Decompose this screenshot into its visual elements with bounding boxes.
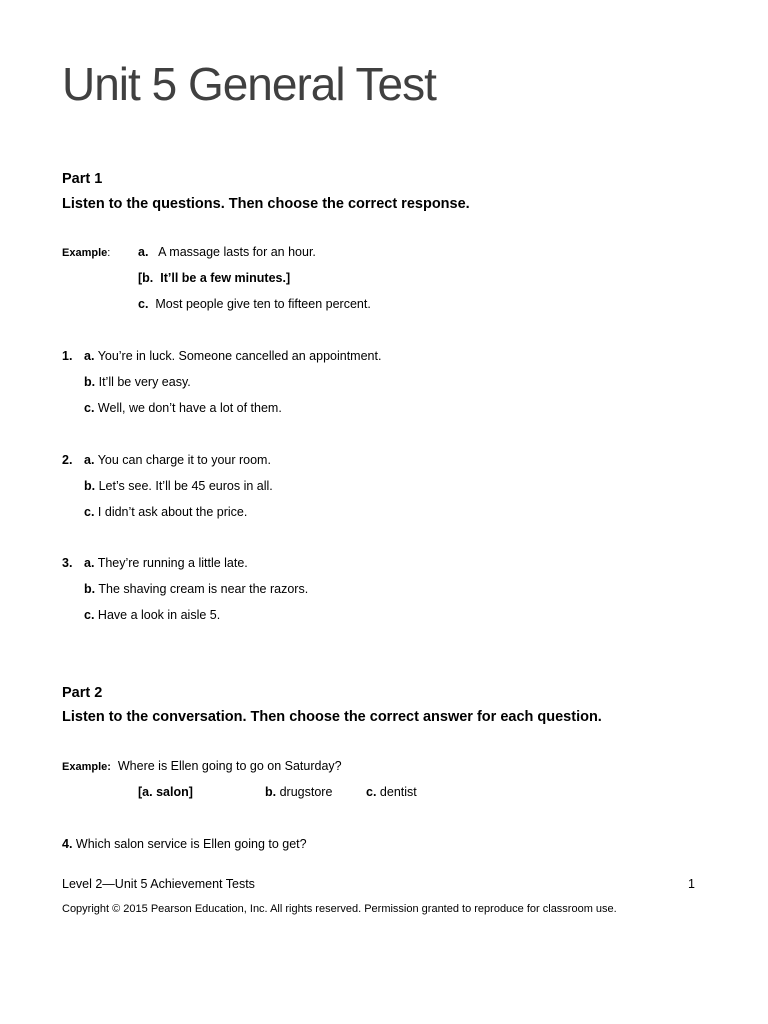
question-3-option-c: c. Have a look in aisle 5. [84,608,221,622]
question-1-option-c: c. Well, we don’t have a lot of them. [84,401,282,415]
part-1-example-option-a: a. A massage lasts for an hour. [138,245,316,259]
question-1-option-b: b. It’ll be very easy. [84,375,191,389]
part-2-instruction: Listen to the conversation. Then choose the correct answer for each question. [62,709,602,725]
part-2-example-option-b: b. drugstore [265,785,333,799]
page-number: 1 [688,877,695,891]
question-3-option-b: b. The shaving cream is near the razors. [84,582,309,596]
part-2-heading: Part 2 [62,685,103,701]
question-4: 4. Which salon service is Ellen going to get? [62,837,307,851]
part-2-example-option-c: c. dentist [366,785,417,799]
question-2-option-c: c. I didn’t ask about the price. [84,505,248,519]
part-1-instruction: Listen to the questions. Then choose the correct response. [62,196,470,212]
question-2-number: 2. [62,453,73,467]
part-1-heading: Part 1 [62,171,103,187]
part-1-example-option-c: c. Most people give ten to fifteen percent. [138,297,371,311]
question-1-number: 1. [62,349,73,363]
question-3-option-a: a. They’re running a little late. [84,556,248,570]
question-2-option-b: b. Let’s see. It’ll be 45 euros in all. [84,479,273,493]
page-title: Unit 5 General Test [62,58,436,110]
question-3-number: 3. [62,556,73,570]
part-1-example-option-b: [b. It’ll be a few minutes.] [138,271,291,285]
question-1-option-a: a. You’re in luck. Someone cancelled an appointment. [84,349,382,363]
part-1-example-label: Example: [62,247,111,259]
part-2-example-option-a: [a. salon] [138,785,193,799]
part-2-example: Example: Where is Ellen going to go on Saturday? [62,759,342,773]
copyright-notice: Copyright © 2015 Pearson Education, Inc. All rights reserved. Permission granted to reproduce for classroom use. [62,903,617,915]
question-2-option-a: a. You can charge it to your room. [84,453,271,467]
footer-left: Level 2—Unit 5 Achievement Tests [62,877,255,891]
